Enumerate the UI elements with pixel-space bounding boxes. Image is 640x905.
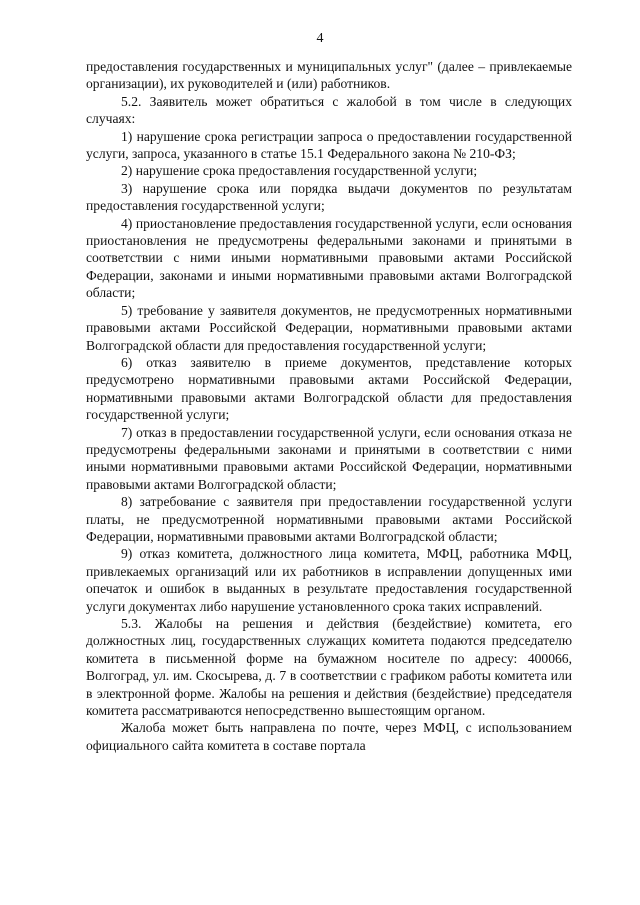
- list-item-9: 9) отказ комитета, должностного лица комитета, МФЦ, работника МФЦ, привлекаемых организаций или их работников в исправлении допущенных ими опечаток и ошибок в выданных в результате предоставления государственной услуги документах либо нарушение установленного срока таких исправлений.: [86, 546, 572, 614]
- paragraph-5-2: 5.2. Заявитель может обратиться с жалобой в том числе в следующих случаях:: [86, 93, 572, 127]
- page-number: 4: [316, 31, 324, 46]
- paragraph-5-3: 5.3. Жалобы на решения и действия (бездействие) комитета, его должностных лиц, государственных служащих комитета подаются председателю комитета в письменной форме на бумажном носителе по адресу: 400066, Волгоград, ул. им. Скосырева, д. 7 в соответствии с графиком работы комитета или в электронной форме. Жалобы на решения и действия (бездействие) председателя комитета рассматриваются непосредственно вышестоящим органом.: [86, 616, 572, 719]
- list-item-3: 3) нарушение срока или порядка выдачи документов по результатам предоставления государственной услуги;: [86, 180, 572, 214]
- list-item-6: 6) отказ заявителю в приеме документов, представление которых предусмотрено нормативными правовыми актами Российской Федерации, нормативными правовыми актами Волгоградской области для предоставления государственной услуги;: [86, 354, 572, 423]
- list-item-8: 8) затребование с заявителя при предоставлении государственной услуги платы, не предусмотренной нормативными правовыми актами Российской Федерации, нормативными правовыми актами Волгоградской области;: [86, 494, 572, 544]
- list-item-1: 1) нарушение срока регистрации запроса о предоставлении государственной услуги, запроса, указанного в статье 15.1 Федерального закона № 210-ФЗ;: [86, 128, 572, 162]
- paragraph-complaint-channels: Жалоба может быть направлена по почте, через МФЦ, с использованием официального сайта комитета в составе портала: [86, 720, 572, 753]
- list-item-5: 5) требование у заявителя документов, не предусмотренных нормативными правовыми актами Российской Федерации, нормативными правовыми актами Волгоградской области для предоставления государственной услуги;: [86, 302, 572, 353]
- document-body: [86, 58, 572, 754]
- list-item-7: 7) отказ в предоставлении государственной услуги, если основания отказа не предусмотрены федеральными законами и принятыми в соответствии с ними иными нормативными правовыми актами Российской Федерации, нормативными правовыми актами Волгоградской области;: [86, 424, 572, 492]
- list-item-4: 4) приостановление предоставления государственной услуги, если основания приостановления не предусмотрены федеральными законами и принятыми в соответствии с ними иными нормативными правовыми актами Российской Федерации, законами и иными нормативными правовыми актами Волгоградской области;: [86, 215, 572, 301]
- list-item-2: 2) нарушение срока предоставления государственной услуги;: [121, 163, 478, 179]
- paragraph-continuation: предоставления государственных и муниципальных услуг" (далее – привлекаемые организации), их руководителей и (или) работников.: [86, 59, 572, 92]
